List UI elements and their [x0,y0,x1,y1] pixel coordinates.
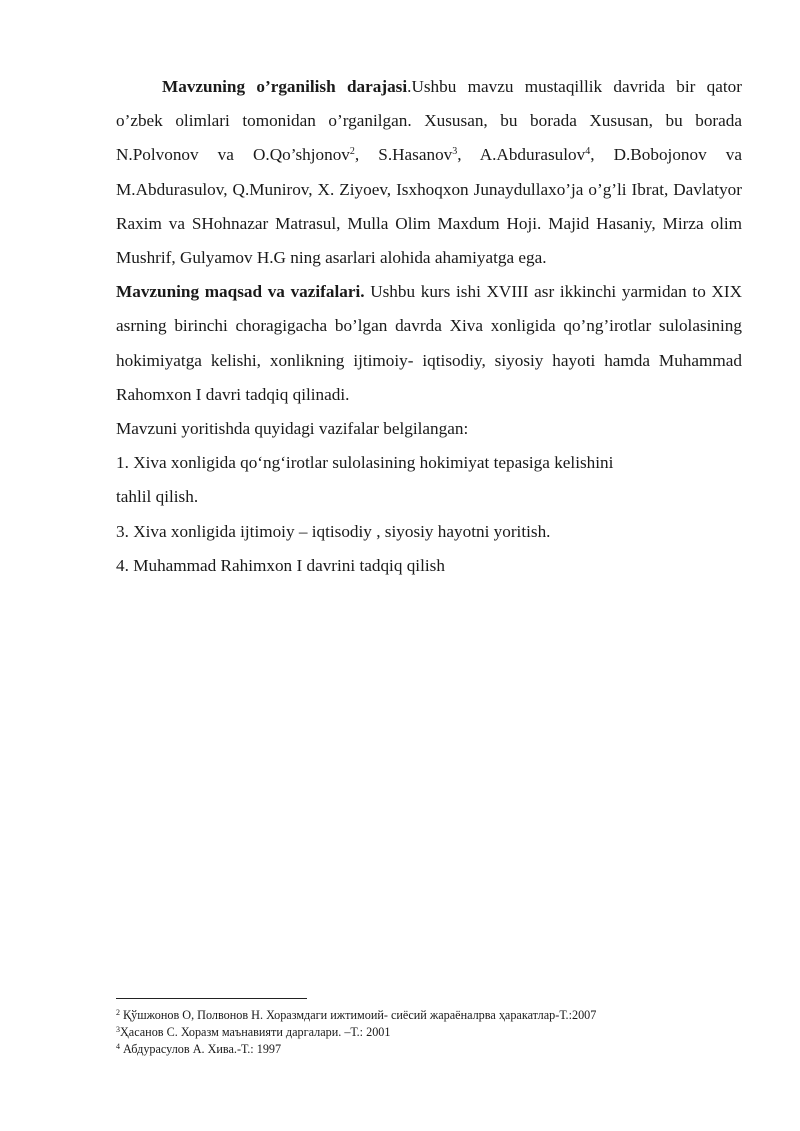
footnotes [116,1007,756,1057]
footnote-ref[interactable]: 2 [349,146,355,158]
tasks-intro: Mavzuni yoritishda quyidagi vazifalar belgilangan: [116,419,469,439]
research-level-heading: Mavzuning o’rganilish darajasi [162,77,408,96]
paragraph-text: .Ushbu mavzu mustaqillik davrida bir qator o’zbek olimlari tomonidan o’rganilgan. Xususan, bu borada Xususan, bu borada N.Polvonov va O.Qo’shjonov [116,77,742,165]
footnote-mark: 3 [116,1024,120,1034]
footnote-text: Қўшжонов О, Полвонов Н. Хоразмдаги ижтимоий- сиёсий жараёналрва ҳаракатлар-Т.:2007 [120,1008,597,1022]
task-item-1: 1. Xiva xonligida qo‘ng‘irotlar sulolasining hokimiyat tepasiga kelishini [116,453,614,473]
footnote-item [116,1041,756,1058]
research-level-paragraph [116,70,742,275]
document-body [116,70,742,583]
footnote-ref[interactable]: 4 [585,146,591,158]
footnote-text: Абдурасулов А. Хива.-Т.: 1997 [120,1041,282,1056]
paragraph-text: Ushbu kurs ishi XVIII asr ikkinchi yarmidan to XIX asrning birinchi choragigacha bo’lgan davrda Xiva xonligida qo’ng’irotlar sulolasining hokimiyatga kelishi, xonlikning ijtimoiy- iqtisodiy, siyosiy hayoti hamda Muhammad Rahomxon I davri tadqiq qilinadi. [116,282,742,404]
task-item-1-continued: tahlil qilish. [116,487,199,507]
task-item-4: 4. Muhammad Rahimxon I davrini tadqiq qilish [116,555,445,575]
paragraph-text: , S.Hasanov [354,145,453,165]
footnote-item [116,1024,756,1041]
footnote-ref[interactable]: 3 [452,146,458,158]
footnote-text: Ҳасанов С. Хоразм маънавияти даргалари. –Т.: 2001 [120,1024,391,1039]
goals-paragraph [116,275,742,412]
footnote-separator [116,998,307,999]
footnote-item [116,1007,756,1024]
footnote-mark: 4 [116,1041,120,1051]
paragraph-text: , A.Abdurasulov [457,145,586,165]
task-item-3: 3. Xiva xonligida ijtimoiy – iqtisodiy , siyosiy hayotni yoritish. [116,521,551,541]
paragraph-text: , D.Bobojonov va M.Abdurasulov, Q.Munirov, X. Ziyoev, Isxhoqxon Junaydullaxo’ja o’g’li Ibrat, Davlatyor Raxim va SHohnazar Matrasul, Mulla Olim Maxdum Hoji. Majid Hasaniy, Mirza olim Mushrif, Gulyamov H.G ning asarlari alohida ahamiyatga ega. [116,145,742,268]
goals-heading: Mavzuning maqsad va vazifalari. [116,282,365,302]
footnote-mark: 2 [116,1008,120,1017]
